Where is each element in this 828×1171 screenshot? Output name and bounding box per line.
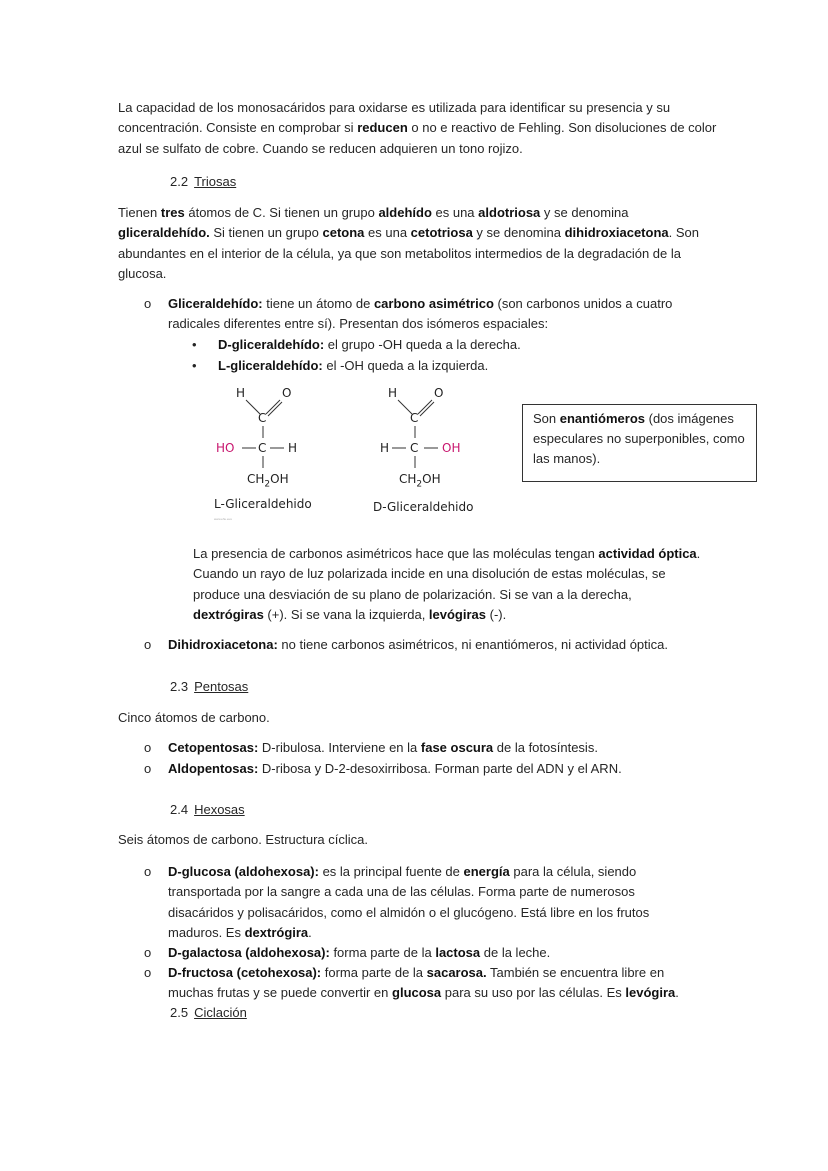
hydroxyl-group: HO (216, 441, 235, 455)
heading-hexosas: 2.4 Hexosas (170, 802, 245, 817)
heading-pentosas: 2.3 Pentosas (170, 679, 249, 694)
pentosas-intro: Cinco átomos de carbono. (118, 710, 270, 725)
triosas-paragraph: Tienen tres átomos de C. Si tienen un grupo aldehído es una aldotriosa y se denomina gliceraldehído. Si tienen un grupo cetona es una cetotriosa y se denomina dihidroxiacetona. Son abundantes en el interior de la célula, ya que son metabolitos intermedios de la degradación de la glucosa. (118, 205, 699, 281)
hollow-bullet-icon: o (144, 637, 152, 652)
hollow-bullet-icon: o (144, 864, 152, 879)
hollow-bullet-icon: o (144, 740, 152, 755)
list-item-gliceraldehido: o Gliceraldehído: tiene un átomo de carbono asimétrico (son carbonos unidos a cuatro radicales diferentes entre sí). Presentan dos isómeros espaciales: (144, 296, 673, 332)
list-item-cetopentosas: o Cetopentosas: D-ribulosa. Interviene en la fase oscura de la fotosíntesis. (148, 738, 708, 758)
image-credit: www.ehu.eus (214, 517, 232, 521)
l-structure-caption: L-Gliceraldehido (214, 497, 312, 511)
hydroxyl-group: OH (442, 441, 461, 455)
list-item-d-gliceraldehido: • D-gliceraldehído: el grupo -OH queda a la derecha. (196, 335, 696, 355)
enantiomeros-note-box: Son enantiómeros (dos imágenes especulares no superponibles, como las manos). (522, 404, 757, 482)
list-item-dihidroxiacetona: o Dihidroxiacetona: no tiene carbonos asimétricos, ni enantiómeros, ni actividad óptica. (148, 635, 708, 655)
hollow-bullet-icon: o (144, 965, 152, 980)
d-gliceraldehido-structure: H O C H C OH $CH_2OH$ (372, 386, 512, 496)
l-gliceraldehido-structure: H O C HO C H $CH_2OH$ (210, 386, 350, 496)
d-structure-caption: D-Gliceraldehido (373, 500, 474, 514)
intro-paragraph: La capacidad de los monosacáridos para oxidarse es utilizada para identificar su presencia y su concentración. Consiste en comprobar si reducen o no e reactivo de Fehling. Son disoluciones de color azul se sulfato de cobre. Cuando se reducen adquieren un tono rojizo. (118, 100, 717, 156)
hollow-bullet-icon: o (144, 945, 152, 960)
bullet-icon: • (192, 358, 197, 373)
hollow-bullet-icon: o (144, 296, 152, 311)
heading-triosas: 2.2 Triosas (170, 174, 237, 189)
list-item-l-gliceraldehido: • L-gliceraldehído: el -OH queda a la izquierda. (196, 356, 696, 376)
list-item-d-fructosa: o D-fructosa (cetohexosa): forma parte de la sacarosa. También se encuentra libre en muchas frutas y se puede convertir en glucosa para su uso por las células. Es levógira. (144, 965, 679, 1001)
actividad-optica-paragraph: La presencia de carbonos asimétricos hace que las moléculas tengan actividad óptica. Cuando un rayo de luz polarizada incide en una disolución de estas moléculas, se produce una desviación de su plano de polarización. Si se van a la derecha, dextrógiras (+). Si se vana la izquierda, levógiras (-). (193, 546, 701, 622)
hexosas-intro: Seis átomos de carbono. Estructura cíclica. (118, 832, 369, 847)
hollow-bullet-icon: o (144, 761, 152, 776)
heading-ciclacion: 2.5 Ciclación (170, 1005, 247, 1020)
bullet-icon: • (192, 337, 197, 352)
list-item-d-glucosa: o D-glucosa (aldohexosa): es la principal fuente de energía para la célula, siendo transportada por la sangre a cada una de las células. Forma parte de numerosos disacáridos y polisacáridos, como el almidón o el glucógeno. Está libre en los frutos maduros. Es dextrógira. (144, 864, 650, 940)
list-item-d-galactosa: o D-galactosa (aldohexosa): forma parte de la lactosa de la leche. (148, 943, 708, 963)
list-item-aldopentosas: o Aldopentosas: D-ribosa y D-2-desoxirribosa. Forman parte del ADN y el ARN. (148, 759, 708, 779)
